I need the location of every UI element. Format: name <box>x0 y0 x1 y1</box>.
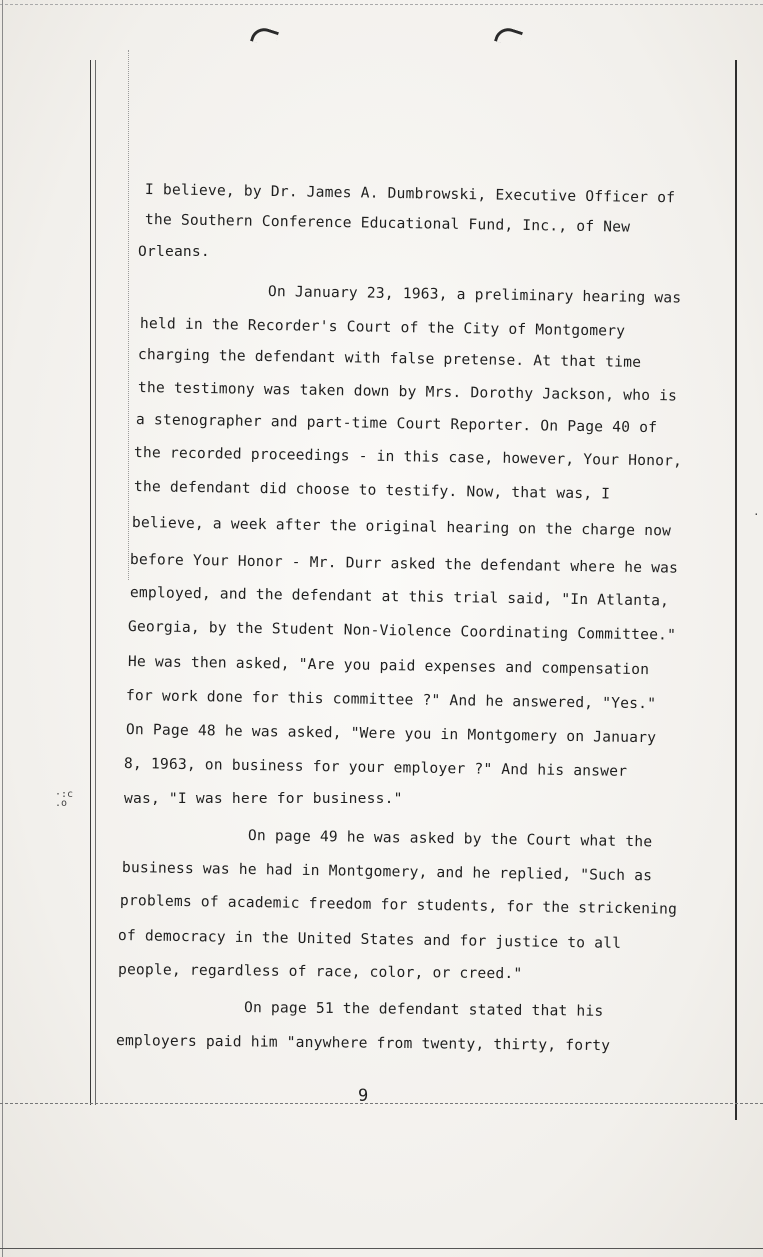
text-line: business was he had in Montgomery, and he replied, "Such as <box>121 859 653 885</box>
text-line: of democracy in the United States and for justice to all <box>117 927 622 952</box>
text-line: employers paid him "anywhere from twenty, thirty, forty <box>115 1032 611 1055</box>
top-edge-rule <box>0 4 763 5</box>
right-margin-rule <box>735 60 737 1120</box>
text-line: the defendant did choose to testify. Now, that was, I <box>133 478 611 503</box>
text-line: the testimony was taken down by Mrs. Dorothy Jackson, who is <box>137 379 678 405</box>
text-line: On Page 48 he was asked, "Were you in Montgomery on January <box>125 721 657 747</box>
text-line: for work done for this committee ?" And he answered, "Yes." <box>125 687 657 713</box>
left-margin-rule-outer <box>90 60 91 1105</box>
text-line: Orleans. <box>138 243 210 260</box>
text-line: charging the defendant with false pretense. At that time <box>137 346 642 371</box>
text-line: believe, a week after the original hearing on the charge now <box>131 514 672 540</box>
margin-mark-left: ·:c .o <box>55 789 74 809</box>
text-line: held in the Recorder's Court of the City of Montgomery <box>139 315 626 340</box>
text-line: was, "I was here for business." <box>124 790 403 807</box>
bottom-solid-rule <box>0 1248 763 1249</box>
text-line: On page 51 the defendant stated that his <box>243 999 604 1020</box>
text-line: He was then asked, "Are you paid expenses and compensation <box>127 653 650 679</box>
text-line: people, regardless of race, color, or creed." <box>117 961 523 983</box>
text-line: On January 23, 1963, a preliminary hearing was <box>267 283 682 307</box>
text-line: I believe, by Dr. James A. Dumbrowski, Executive Officer of <box>144 181 676 207</box>
text-line: On page 49 he was asked by the Court what the <box>247 827 653 851</box>
text-line: problems of academic freedom for students, for the strickening <box>119 892 678 918</box>
text-line: the Southern Conference Educational Fund, Inc., of New <box>144 211 631 236</box>
corner-mark-right <box>494 25 523 49</box>
text-line: the recorded proceedings - in this case, however, Your Honor, <box>133 444 683 470</box>
far-left-edge-rule <box>2 0 3 1257</box>
left-dotted-rule <box>128 50 129 580</box>
text-line: before Your Honor - Mr. Durr asked the defendant where he was <box>129 551 679 577</box>
text-line: employed, and the defendant at this trial said, "In Atlanta, <box>129 584 670 610</box>
text-line: a stenographer and part-time Court Reporter. On Page 40 of <box>135 411 658 437</box>
text-line: Georgia, by the Student Non-Violence Coordinating Committee." <box>127 618 677 644</box>
page-number: 9 <box>358 1086 369 1106</box>
left-margin-rule-inner <box>95 60 96 1105</box>
margin-mark-right: · <box>753 508 760 521</box>
bottom-dashed-rule <box>0 1103 763 1104</box>
corner-mark-left <box>250 25 279 49</box>
text-line: 8, 1963, on business for your employer ?" And his answer <box>123 755 628 780</box>
